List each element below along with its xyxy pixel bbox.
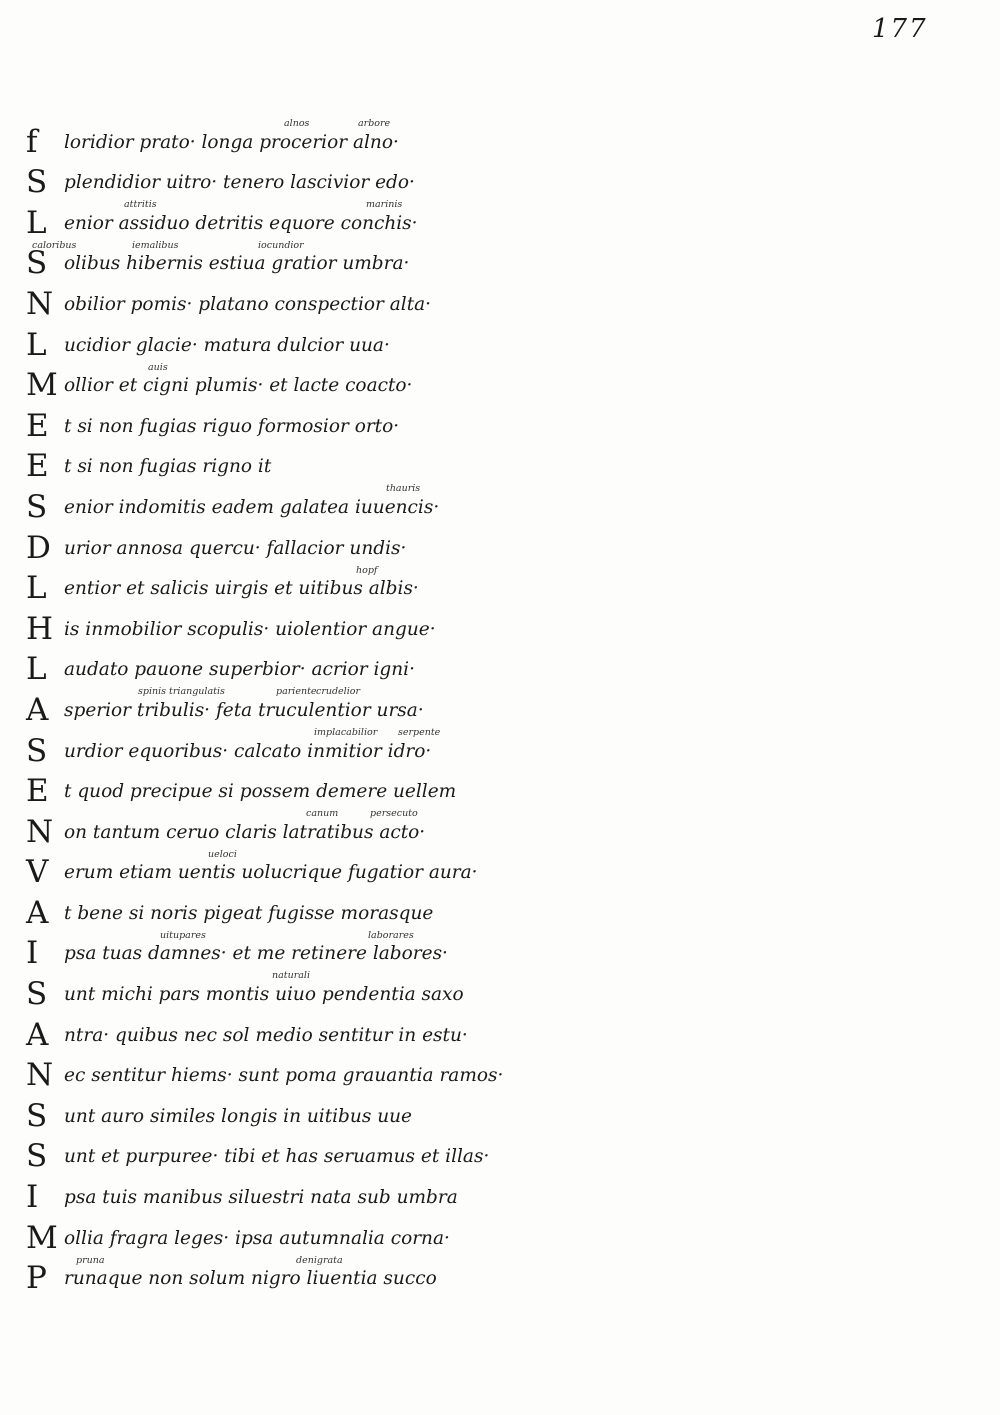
line-initial: M xyxy=(26,1219,58,1256)
verse-line xyxy=(26,1133,586,1174)
interlinear-gloss: uitupares xyxy=(160,929,206,941)
verse-text: loridior prato· longa procerior alno· xyxy=(64,131,399,153)
verse-line xyxy=(26,565,586,606)
line-initial: L xyxy=(26,570,47,607)
verse-text: t bene si noris pigeat fugisse morasque xyxy=(64,902,434,924)
interlinear-gloss: laborares xyxy=(368,929,414,941)
verse-text: sperior tribulis· feta truculentior ursa· xyxy=(64,699,424,721)
line-initial: S xyxy=(26,1097,48,1134)
interlinear-gloss: serpente xyxy=(398,726,441,738)
verse-text: unt et purpuree· tibi et has seruamus et illas· xyxy=(64,1146,490,1168)
verse-line xyxy=(26,280,586,321)
verse-text: enior assiduo detritis equore conchis· xyxy=(64,212,418,234)
verse-text: ollia fragra leges· ipsa autumnalia corna· xyxy=(64,1227,450,1249)
verse-text: on tantum ceruo claris latratibus acto· xyxy=(64,821,426,843)
verse-line xyxy=(26,1214,586,1255)
verse-text: plendidior uitro· tenero lascivior edo· xyxy=(64,172,415,194)
verse-line xyxy=(26,524,586,565)
interlinear-gloss: arbore xyxy=(358,118,391,129)
line-initial: N xyxy=(26,813,54,850)
verse-line xyxy=(26,727,586,768)
interlinear-gloss: auis xyxy=(148,361,168,373)
line-initial: I xyxy=(26,1179,39,1216)
line-initial: f xyxy=(26,123,38,160)
line-initial: H xyxy=(26,610,54,647)
line-initial: P xyxy=(26,1260,47,1297)
verse-text: is inmobilior scopulis· uiolentior angue· xyxy=(64,618,436,640)
interlinear-gloss: ueloci xyxy=(208,848,237,860)
verse-line xyxy=(26,240,586,281)
verse-text: psa tuas damnes· et me retinere labores· xyxy=(64,943,448,965)
interlinear-gloss: pariente xyxy=(276,686,317,698)
line-initial: L xyxy=(26,326,47,363)
verse-text: audato pauone superbior· acrior igni· xyxy=(64,659,415,681)
verse-text: enior indomitis eadem galatea iuuencis· xyxy=(64,496,440,518)
verse-text: obilior pomis· platano conspectior alta· xyxy=(64,293,432,315)
line-initial: E xyxy=(26,448,49,485)
interlinear-gloss: pruna xyxy=(76,1254,105,1266)
line-initial: L xyxy=(26,651,47,688)
interlinear-gloss: caloribus xyxy=(32,239,77,251)
interlinear-gloss: spinis triangulatis xyxy=(138,686,225,698)
verse-line xyxy=(26,1092,586,1133)
verse-text: ntra· quibus nec sol medio sentitur in estu· xyxy=(64,1024,468,1046)
verse-text: ucidior glacie· matura dulcior uua· xyxy=(64,334,390,356)
line-initial: S xyxy=(26,488,48,525)
verse-line xyxy=(26,605,586,646)
interlinear-gloss: attritis xyxy=(124,199,157,211)
verse-line xyxy=(26,443,586,484)
verse-line xyxy=(26,362,586,403)
verse-text: t si non fugias riguo formosior orto· xyxy=(64,415,400,437)
line-initial: S xyxy=(26,164,48,201)
verse-line xyxy=(26,1011,586,1052)
verse-line xyxy=(26,402,586,443)
verse-text: t si non fugias rigno it xyxy=(64,456,272,478)
verse-text: ollior et cigni plumis· et lacte coacto· xyxy=(64,375,413,397)
interlinear-gloss: implacabilior xyxy=(314,726,378,738)
line-initial: L xyxy=(26,204,47,241)
line-initial: E xyxy=(26,407,49,444)
line-initial: I xyxy=(26,935,39,972)
verse-text: ec sentitur hiems· sunt poma grauantia ramos· xyxy=(64,1065,504,1087)
verse-line xyxy=(26,1052,586,1093)
line-initial: S xyxy=(26,245,48,282)
interlinear-gloss: denigrata xyxy=(296,1254,343,1266)
verse-text: olibus hibernis estiua gratior umbra· xyxy=(64,253,410,275)
line-initial: A xyxy=(26,894,49,931)
verse-line xyxy=(26,1255,586,1296)
line-initial: A xyxy=(26,1016,49,1053)
verse-text: unt michi pars montis uiuo pendentia saxo xyxy=(64,984,464,1006)
verse-line xyxy=(26,159,586,200)
verse-text: psa tuis manibus siluestri nata sub umbra xyxy=(64,1187,458,1209)
interlinear-gloss: thauris xyxy=(386,483,421,495)
line-initial: V xyxy=(26,854,49,891)
line-initial: N xyxy=(26,285,54,322)
verse-line xyxy=(26,808,586,849)
verse-line xyxy=(26,889,586,930)
verse-block xyxy=(26,118,586,1295)
verse-line xyxy=(26,118,586,159)
verse-line xyxy=(26,646,586,687)
interlinear-gloss: iocundior xyxy=(258,239,304,251)
verse-line xyxy=(26,686,586,727)
verse-line xyxy=(26,768,586,809)
interlinear-gloss: alnos xyxy=(284,118,310,129)
line-initial: N xyxy=(26,1057,54,1094)
verse-text: runaque non solum nigro liuentia succo xyxy=(64,1268,437,1290)
verse-line xyxy=(26,970,586,1011)
interlinear-gloss: persecuto xyxy=(370,808,418,820)
verse-text: entior et salicis uirgis et uitibus albis· xyxy=(64,578,419,600)
interlinear-gloss: marinis xyxy=(366,199,403,211)
interlinear-gloss: naturali xyxy=(272,970,310,982)
line-initial: D xyxy=(26,529,51,566)
line-initial: S xyxy=(26,976,48,1013)
interlinear-gloss: hopf xyxy=(356,564,378,576)
verse-text: urdior equoribus· calcato inmitior idro· xyxy=(64,740,432,762)
folio-number: 177 xyxy=(872,14,928,44)
verse-line xyxy=(26,483,586,524)
line-initial: S xyxy=(26,732,48,769)
interlinear-gloss: crudelior xyxy=(316,686,361,698)
verse-text: t quod precipue si possem demere uellem xyxy=(64,781,457,803)
verse-line xyxy=(26,849,586,890)
verse-text: erum etiam uentis uolucrique fugatior aura· xyxy=(64,862,478,884)
interlinear-gloss: canum xyxy=(306,808,339,820)
line-initial: M xyxy=(26,367,58,404)
verse-text: unt auro similes longis in uitibus uue xyxy=(64,1105,412,1127)
verse-text: urior annosa quercu· fallacior undis· xyxy=(64,537,407,559)
verse-line xyxy=(26,1173,586,1214)
line-initial: S xyxy=(26,1138,48,1175)
interlinear-gloss: iemalibus xyxy=(132,239,179,251)
verse-line xyxy=(26,199,586,240)
verse-line xyxy=(26,930,586,971)
line-initial: E xyxy=(26,773,49,810)
verse-line xyxy=(26,321,586,362)
line-initial: A xyxy=(26,691,49,728)
